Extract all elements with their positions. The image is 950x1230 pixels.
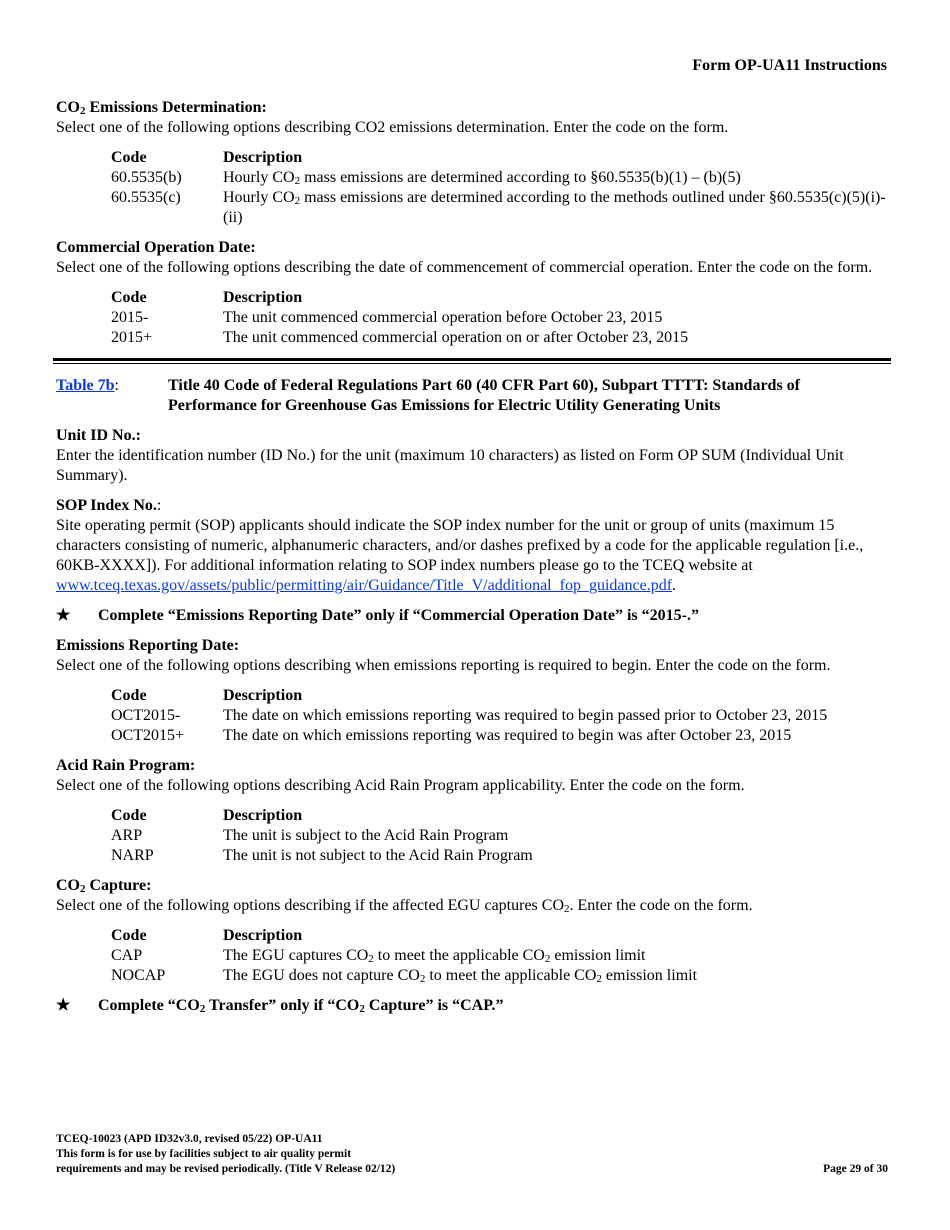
star-icon: ★ xyxy=(56,607,71,624)
commercial-operation-date-code-table xyxy=(111,288,688,348)
emissions-reporting-date-code-table xyxy=(111,686,827,746)
emissions-reporting-note xyxy=(56,606,888,626)
co2-determination-heading: $CO_2$ Emissions Determination: xyxy=(56,99,267,117)
column-header-code: Code xyxy=(111,289,147,306)
table-7b-heading: Title 40 Code of Federal Regulations Part 60 (40 CFR Part 60), Subpart TTTT: Standards of Performance for Greenhouse Gas Emissions for Electric Utility Generating Units xyxy=(168,377,800,414)
footer-form-id: TCEQ-10023 (APD ID32v3.0, revised 05/22) OP-UA11 xyxy=(56,1133,323,1145)
description-cell: The EGU does not capture $CO_2$ to meet the applicable $CO_2$ emission limit xyxy=(223,967,698,985)
code-cell: ARP xyxy=(111,827,143,844)
sop-index-text: Site operating permit (SOP) applicants should indicate the SOP index number for the unit or group of units (maximum 15 characters consisting of numeric, alphanumeric characters, and/or dashes prefixed by a code for the applicable regulation [i.e., 60KB-XXXX]). For additional information relating to SOP index numbers please go to the TCEQ website at www.tceq.texas.gov/assets/public/permitting/air/Guidance/Title_V/additional_fop_guidance.pdf. xyxy=(56,517,864,594)
acid-rain-program-heading: Acid Rain Program: xyxy=(56,757,196,774)
table-row xyxy=(111,966,697,986)
unit-id-section xyxy=(56,426,888,486)
commercial-operation-date-heading: Commercial Operation Date: xyxy=(56,239,256,256)
sop-index-section xyxy=(56,496,888,596)
table-row xyxy=(111,168,888,188)
emissions-reporting-date-section xyxy=(56,636,888,746)
description-cell: The unit is not subject to the Acid Rain Program xyxy=(223,847,533,864)
unit-id-heading: Unit ID No.: xyxy=(56,427,141,444)
table-row xyxy=(111,846,533,866)
footer-notice-line-1: This form is for use by facilities subject to air quality permit xyxy=(56,1148,352,1160)
code-cell: CAP xyxy=(111,947,143,964)
code-cell: OCT2015+ xyxy=(111,727,185,744)
table-row xyxy=(111,946,697,966)
table-row xyxy=(111,308,688,328)
table-row xyxy=(111,726,827,746)
code-cell: 60.5535(b) xyxy=(111,169,182,186)
code-cell: 2015- xyxy=(111,309,149,326)
tceq-guidance-link[interactable]: www.tceq.texas.gov/assets/public/permitting/air/Guidance/Title_V/additional_fop_guidance.pdf xyxy=(56,577,673,594)
description-cell: The unit commenced commercial operation before October 23, 2015 xyxy=(223,309,663,326)
code-cell: 60.5535(c) xyxy=(111,189,181,206)
code-cell: NARP xyxy=(111,847,154,864)
sop-index-heading: SOP Index No.: xyxy=(56,497,162,514)
column-header-code: Code xyxy=(111,687,147,704)
table-row xyxy=(111,706,827,726)
commercial-operation-date-instruction: Select one of the following options describing the date of commencement of commercial operation. Enter the code on the form. xyxy=(56,259,873,276)
column-header-code: Code xyxy=(111,807,147,824)
column-header-code: Code xyxy=(111,927,147,944)
description-cell: The EGU captures $CO_2$ to meet the applicable $CO_2$ emission limit xyxy=(223,947,646,965)
commercial-operation-date-section xyxy=(56,238,888,348)
form-title: Form OP-UA11 Instructions xyxy=(692,57,887,74)
code-cell: NOCAP xyxy=(111,967,166,984)
code-cell: OCT2015- xyxy=(111,707,181,724)
description-cell: Hourly $CO_2$ mass emissions are determined according to the methods outlined under §60.5535(c)(5)(i)-(ii) xyxy=(223,189,886,226)
star-icon: ★ xyxy=(56,997,71,1014)
table-7b-title: Table 7b: Title 40 Code of Federal Regulations Part 60 (40 CFR Part 60), Subpart TTTT: Standards of Performance for Greenhouse Gas Emissions for Electric Utility Generating Units xyxy=(56,376,888,416)
description-cell: The unit is subject to the Acid Rain Program xyxy=(223,827,509,844)
co2-capture-section xyxy=(56,876,888,986)
co2-capture-heading: $CO_2$ Capture: xyxy=(56,877,152,895)
description-cell: The date on which emissions reporting was required to begin was after October 23, 2015 xyxy=(223,727,792,744)
co2-determination-section xyxy=(56,98,888,228)
co2-transfer-note xyxy=(56,996,888,1016)
co2-capture-code-table xyxy=(111,926,697,986)
column-header-code: Code xyxy=(111,149,147,166)
column-header-description: Description xyxy=(223,149,303,166)
page-number: Page 29 of 30 xyxy=(823,1163,888,1175)
column-header-description: Description xyxy=(223,927,303,944)
footer-notice-line-2: requirements and may be revised periodically. (Title V Release 02/12) xyxy=(56,1163,396,1175)
co2-determination-code-table xyxy=(111,148,888,228)
co2-determination-instruction: Select one of the following options describing CO2 emissions determination. Enter the code on the form. xyxy=(56,119,729,136)
acid-rain-program-code-table xyxy=(111,806,533,866)
co2-capture-instruction: Select one of the following options describing if the affected EGU captures $CO_2$. Enter the code on the form. xyxy=(56,897,753,915)
unit-id-text: Enter the identification number (ID No.) for the unit (maximum 10 characters) as listed on Form OP SUM (Individual Unit Summary). xyxy=(56,447,844,484)
description-cell: Hourly $CO_2$ mass emissions are determined according to §60.5535(b)(1) – (b)(5) xyxy=(223,169,741,187)
page-footer xyxy=(56,1132,888,1177)
table-row xyxy=(111,188,888,228)
column-header-description: Description xyxy=(223,687,303,704)
section-divider xyxy=(53,358,891,364)
note-text: Complete “Emissions Reporting Date” only if “Commercial Operation Date” is “2015-.” xyxy=(98,607,699,624)
description-cell: The date on which emissions reporting was required to begin passed prior to October 23, 2015 xyxy=(223,707,828,724)
acid-rain-program-instruction: Select one of the following options describing Acid Rain Program applicability. Enter the code on the form. xyxy=(56,777,745,794)
main-content xyxy=(56,98,888,1026)
column-header-description: Description xyxy=(223,807,303,824)
emissions-reporting-date-heading: Emissions Reporting Date: xyxy=(56,637,240,654)
acid-rain-program-section xyxy=(56,756,888,866)
code-cell: 2015+ xyxy=(111,329,153,346)
description-cell: The unit commenced commercial operation on or after October 23, 2015 xyxy=(223,329,689,346)
table-row xyxy=(111,826,533,846)
note-text: Complete “$CO_2$ Transfer” only if “$CO_2$ Capture” is “CAP.” xyxy=(98,997,504,1015)
table-row xyxy=(111,328,688,348)
column-header-description: Description xyxy=(223,289,303,306)
table-7b-link[interactable]: Table 7b xyxy=(56,377,115,394)
emissions-reporting-date-instruction: Select one of the following options describing when emissions reporting is required to begin. Enter the code on the form. xyxy=(56,657,831,674)
